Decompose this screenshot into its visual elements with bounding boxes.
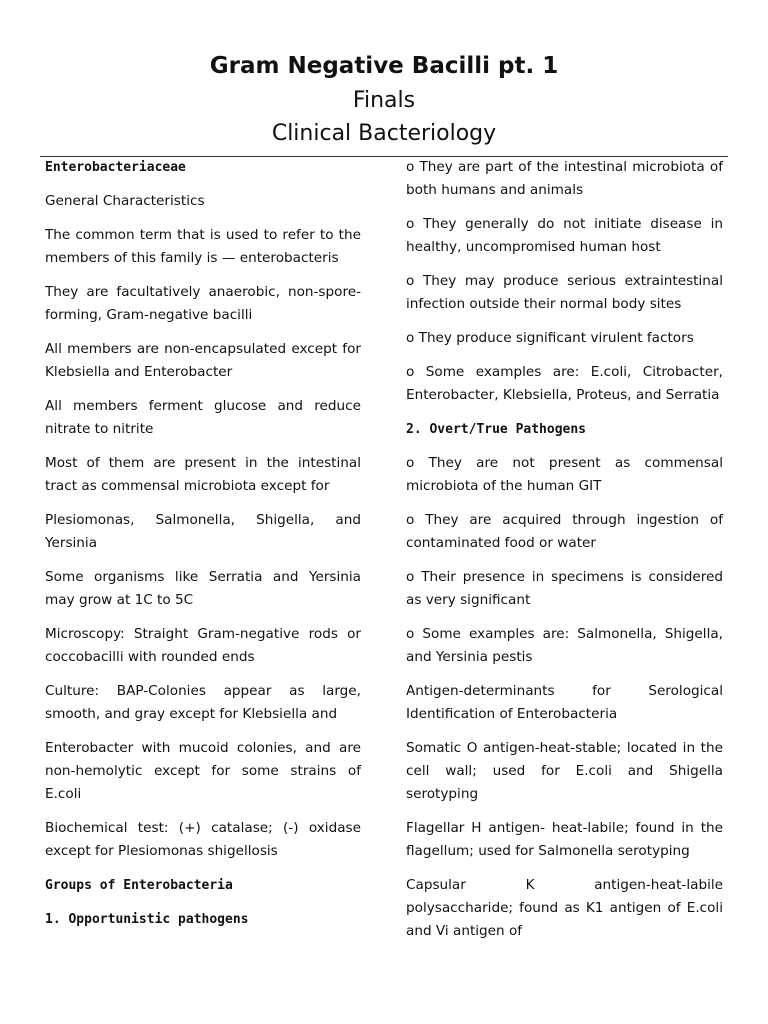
paragraph: Microscopy: Straight Gram-negative rods or coccobacilli with rounded ends <box>45 626 361 665</box>
paragraph: The common term that is used to refer to the members of this family is — enterobacteris <box>45 227 361 266</box>
paragraph: All members are non-encapsulated except for Klebsiella and Enterobacter <box>45 341 361 380</box>
document-title: Gram Negative Bacilli pt. 1 <box>209 53 559 79</box>
paragraph: o Some examples are: Salmonella, Shigella, and Yersinia pestis <box>406 626 723 665</box>
right-column <box>406 156 723 954</box>
left-column <box>45 156 361 942</box>
paragraph: Somatic O antigen-heat-stable; located in the cell wall; used for E.coli and Shigella serotyping <box>406 740 723 802</box>
paragraph: All members ferment glucose and reduce nitrate to nitrite <box>45 398 361 437</box>
paragraph: They are facultatively anaerobic, non-spore-forming, Gram-negative bacilli <box>45 284 361 323</box>
paragraph: Enterobacter with mucoid colonies, and are non-hemolytic except for some strains of E.coli <box>45 740 361 802</box>
paragraph: Culture: BAP-Colonies appear as large, smooth, and gray except for Klebsiella and <box>45 683 361 722</box>
document-subtitle-finals: Finals <box>352 88 416 113</box>
paragraph: o They are acquired through ingestion of contaminated food or water <box>406 512 723 551</box>
section-heading: Enterobacteriaceae <box>45 160 186 175</box>
paragraph: o They are part of the intestinal microbiota of both humans and animals <box>406 159 723 198</box>
section-heading: Groups of Enterobacteria <box>45 878 233 893</box>
paragraph: o They produce significant virulent factors <box>406 330 694 346</box>
paragraph: Biochemical test: (+) catalase; (-) oxidase except for Plesiomonas shigellosis <box>45 820 361 859</box>
paragraph: o They are not present as commensal microbiota of the human GIT <box>406 455 723 494</box>
paragraph: o Their presence in specimens is considered as very significant <box>406 569 723 608</box>
paragraph: General Characteristics <box>45 193 205 209</box>
paragraph: Most of them are present in the intestinal tract as commensal microbiota except for <box>45 455 361 494</box>
paragraph: o They generally do not initiate disease in healthy, uncompromised human host <box>406 216 723 255</box>
paragraph: Some organisms like Serratia and Yersinia may grow at 1C to 5C <box>45 569 361 608</box>
paragraph: o Some examples are: E.coli, Citrobacter, Enterobacter, Klebsiella, Proteus, and Serratia <box>406 364 723 403</box>
paragraph: Flagellar H antigen- heat-labile; found in the flagellum; used for Salmonella serotyping <box>406 820 723 859</box>
paragraph: Capsular K antigen-heat-labile polysaccharide; found as K1 antigen of E.coli and Vi antigen of <box>406 877 723 939</box>
section-heading: 2. Overt/True Pathogens <box>406 422 587 437</box>
document-header <box>0 48 768 150</box>
paragraph: Antigen-determinants for Serological Identification of Enterobacteria <box>406 683 723 722</box>
document-subtitle-course: Clinical Bacteriology <box>271 121 497 146</box>
section-heading: 1. Opportunistic pathogens <box>45 912 249 927</box>
paragraph: Plesiomonas, Salmonella, Shigella, and Yersinia <box>45 512 361 551</box>
paragraph: o They may produce serious extraintestinal infection outside their normal body sites <box>406 273 723 312</box>
